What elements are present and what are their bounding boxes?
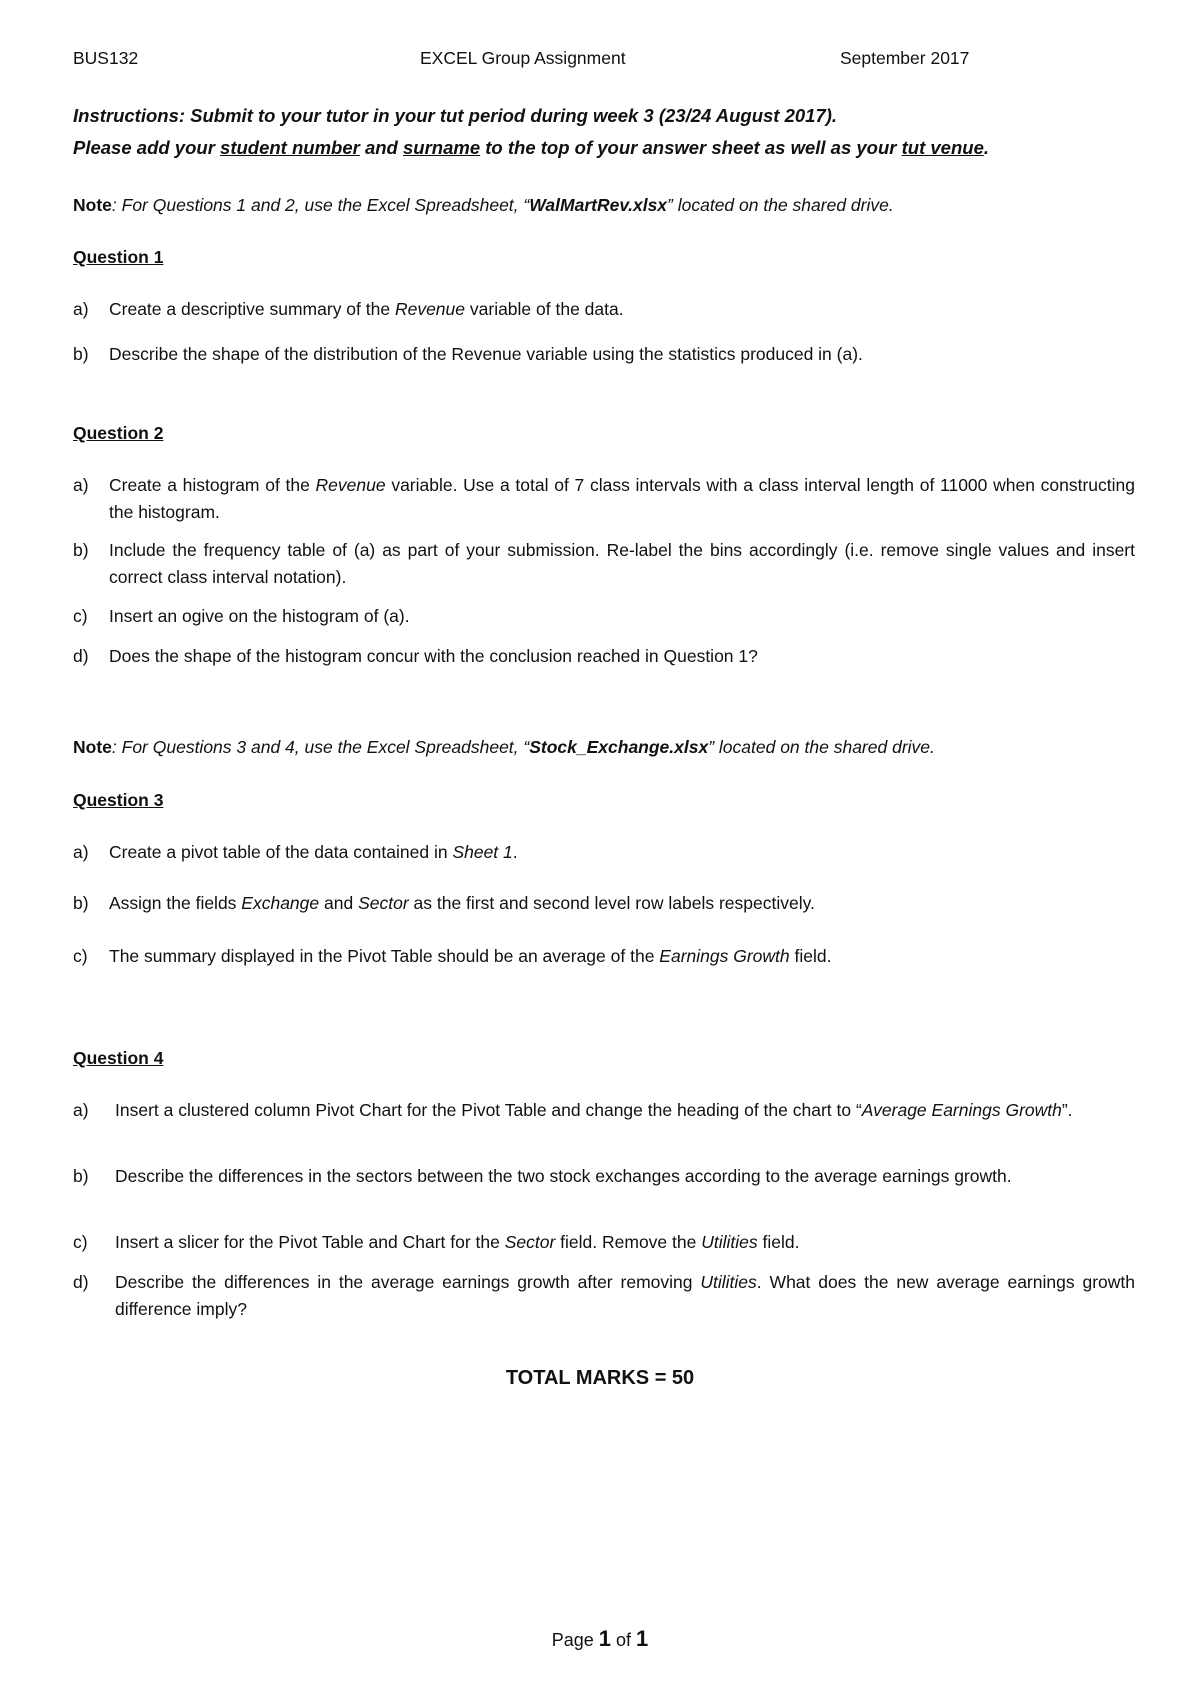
note-text: For Questions 1 and 2, use the Excel Spreadsheet, “	[116, 195, 530, 215]
text-part: Create a descriptive summary of the	[109, 299, 395, 319]
surname-phrase: surname	[403, 137, 481, 158]
text-part: variable of the data.	[465, 299, 624, 319]
question-3c	[73, 943, 1135, 970]
note-colon: :	[111, 737, 117, 757]
question-3-heading: Question 3	[73, 790, 164, 810]
text-part: .	[512, 842, 518, 862]
spreadsheet-filename: WalMartRev.xlsx	[529, 195, 668, 215]
student-number-phrase: student number	[220, 137, 360, 158]
text-part: and	[319, 893, 359, 913]
chart-heading-text: Average Earnings Growth	[861, 1100, 1062, 1120]
question-4c	[73, 1229, 1135, 1256]
item-text	[73, 890, 1135, 917]
instructions-line-1: Instructions: Submit to your tutor in your tut period during week 3 (23/24 August 2017).	[73, 105, 838, 126]
item-text: Describe the differences in the sectors between the two stock exchanges according to the average earnings growth.	[115, 1166, 1012, 1186]
question-4b	[73, 1163, 1135, 1190]
question-4a	[73, 1097, 1135, 1124]
of-word: of	[616, 1630, 632, 1650]
item-label: a)	[73, 475, 89, 495]
item-label: a)	[73, 299, 89, 319]
text-part: Insert a slicer for the Pivot Table and Chart for the	[115, 1232, 505, 1252]
item-text	[73, 472, 1135, 526]
tut-venue-phrase: tut venue	[901, 137, 984, 158]
variable-name: Revenue	[394, 299, 466, 319]
question-4d	[73, 1269, 1135, 1323]
page-number	[0, 1626, 1200, 1652]
note-questions-3-4	[73, 737, 935, 758]
document-title: EXCEL Group Assignment	[420, 48, 626, 68]
item-label: d)	[73, 1272, 89, 1292]
instructions-line-2	[73, 137, 989, 159]
field-name: Sector	[358, 893, 409, 913]
course-code: BUS132	[73, 48, 139, 68]
item-text	[73, 1097, 1135, 1124]
item-text: Describe the shape of the distribution of the Revenue variable using the statistics produced in (a).	[109, 344, 863, 364]
text-part: field.	[789, 946, 832, 966]
note-colon: :	[111, 195, 117, 215]
question-2b	[73, 537, 1135, 591]
text-part: Assign the fields	[109, 893, 242, 913]
item-text: Does the shape of the histogram concur with the conclusion reached in Question 1?	[109, 646, 758, 666]
note-label: Note	[73, 737, 112, 757]
total-marks: TOTAL MARKS = 50	[505, 1367, 695, 1389]
question-1a	[73, 296, 1135, 323]
text-part: . What does the new average earnings growth difference imply?	[115, 1272, 1135, 1319]
text-part: as the first and second level row labels respectively.	[408, 893, 815, 913]
field-name: Utilities	[701, 1232, 758, 1252]
item-text: Insert an ogive on the histogram of (a).	[109, 606, 410, 626]
item-label: a)	[73, 1100, 89, 1120]
instructions-text: to the top of your answer sheet as well as your	[480, 137, 902, 158]
item-label: b)	[73, 540, 89, 560]
page-word: Page	[551, 1630, 594, 1650]
field-name: Utilities	[700, 1272, 757, 1292]
item-label: b)	[73, 1166, 89, 1186]
total-pages: 1	[636, 1626, 649, 1651]
item-label: b)	[73, 344, 89, 364]
note-questions-1-2	[73, 195, 894, 216]
item-text	[73, 839, 1135, 866]
item-label: c)	[73, 606, 88, 626]
item-label: c)	[73, 1232, 88, 1252]
instructions-text: Please add your	[73, 137, 221, 158]
item-label: c)	[73, 946, 88, 966]
spreadsheet-filename: Stock_Exchange.xlsx	[529, 737, 709, 757]
item-label: a)	[73, 842, 89, 862]
question-2d	[73, 643, 1135, 670]
text-part: variable. Use a total of 7 class intervals with a class interval length of 11000 when constructing the histogram.	[109, 475, 1136, 522]
question-1-heading: Question 1	[73, 247, 164, 267]
item-text	[73, 296, 1135, 323]
instructions-text: .	[983, 137, 989, 158]
question-3b	[73, 890, 1135, 917]
variable-name: Revenue	[315, 475, 386, 495]
text-part: Insert a clustered column Pivot Chart for the Pivot Table and change the heading of the chart to “	[115, 1100, 862, 1120]
item-text	[73, 1269, 1135, 1323]
question-1b	[73, 341, 1135, 368]
text-part: Create a histogram of the	[109, 475, 316, 495]
item-label: d)	[73, 646, 89, 666]
text-part: The summary displayed in the Pivot Table should be an average of the	[109, 946, 660, 966]
item-text	[73, 1229, 1135, 1256]
field-name: Earnings Growth	[659, 946, 790, 966]
question-4-heading: Question 4	[73, 1048, 164, 1068]
field-name: Sector	[504, 1232, 556, 1252]
text-part: ”.	[1061, 1100, 1073, 1120]
note-text: ” located on the shared drive.	[708, 737, 935, 757]
document-date: September 2017	[840, 48, 970, 68]
current-page: 1	[598, 1626, 611, 1651]
instructions-text: and	[359, 137, 403, 158]
question-2-heading: Question 2	[73, 423, 164, 443]
note-label: Note	[73, 195, 112, 215]
text-part: Describe the differences in the average earnings growth after removing	[115, 1272, 701, 1292]
question-2c	[73, 603, 1135, 630]
item-label: b)	[73, 893, 89, 913]
field-name: Exchange	[241, 893, 320, 913]
question-2a	[73, 472, 1135, 526]
item-text	[73, 943, 1135, 970]
text-part: field.	[757, 1232, 800, 1252]
note-text: For Questions 3 and 4, use the Excel Spreadsheet, “	[116, 737, 530, 757]
item-text: Include the frequency table of (a) as part of your submission. Re-label the bins accordingly (i.e. remove single values and insert correct class interval notation).	[109, 540, 1135, 587]
note-text: ” located on the shared drive.	[667, 195, 894, 215]
question-3a	[73, 839, 1135, 866]
sheet-name: Sheet 1	[452, 842, 513, 862]
text-part: field. Remove the	[555, 1232, 702, 1252]
text-part: Create a pivot table of the data contained in	[109, 842, 453, 862]
